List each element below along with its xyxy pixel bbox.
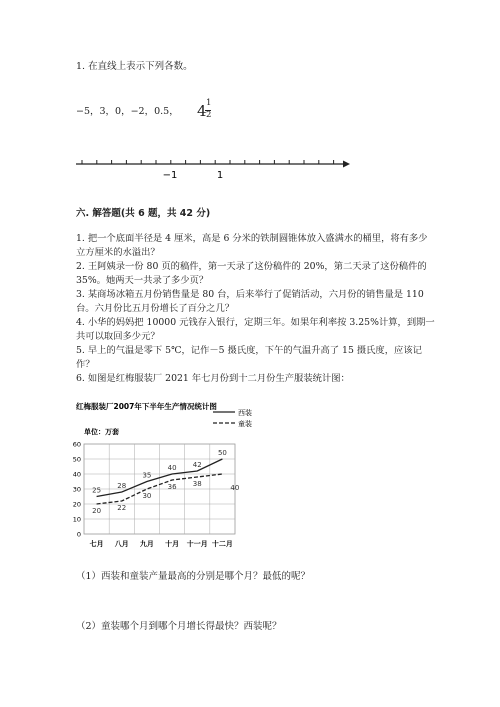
number-line [0,152,500,182]
x-tick-label: 十一月 [186,540,208,548]
data-label: 20 [92,507,102,515]
y-tick-labels [73,441,81,539]
x-tick-label: 九月 [139,540,154,548]
y-tick-label: 0 [76,530,81,539]
y-tick-label: 60 [72,440,81,449]
mixed-whole: 4 [197,102,207,120]
problem-1: 1. 把一个底面半径是 4 厘米，高是 6 分米的铁制圆锥体放入盛满水的桶里，将有多少立方厘米的水溢出？ [76,233,428,258]
axis-label-minus-one: −1 [162,170,178,181]
data-label: 50 [217,449,227,457]
q1-prompt: 1. 在直线上表示下列各数。 [76,61,193,72]
problem-5: 5. 早上的气温是零下 5℃，记作－5 摄氏度，下午的气温升高了 15 摄氏度，应该记作？ [76,345,422,370]
data-label: 25 [92,486,102,495]
subquestion-1: （1）西装和童装产量最高的分别是哪个月？最低的呢？ [76,571,311,582]
data-label: 42 [192,461,202,469]
data-label: 40 [230,484,240,492]
y-tick-label: 20 [72,500,81,509]
x-tick-label: 十月 [165,540,180,548]
data-label: 36 [167,483,177,491]
mixed-denominator: 2 [206,110,212,120]
data-label: 30 [142,492,152,500]
data-label: 28 [117,482,127,490]
problem-3: 3. 某商场冰箱五月份销售量是 80 台，后来举行了促销活动，六月份的销售量是 110 台。六月份比五月份增长了百分之几？ [76,289,424,314]
y-tick-label: 40 [72,470,81,479]
data-label: 35 [142,471,152,480]
chart-title: 红梅服装厂2007年下半年生产情况统计图 [76,402,217,411]
x-tick-label: 十二月 [211,540,233,548]
axis-label-one: 1 [216,170,224,181]
number-line-ticks [82,160,334,164]
legend-label-kids: 童装 [238,420,252,428]
problem-2: 2. 王阿姨录一份 80 页的稿件，第一天录了这份稿件的 20%，第二天录了这份稿件的 35%。她两天一共录了多少页？ [76,261,427,286]
q1-numbers: −5，3，0，−2，0.5， [76,106,179,117]
x-tick-labels [90,539,233,548]
data-label: 38 [192,480,202,488]
subquestion-2: （2）童装哪个月到哪个月增长得最快？西装呢？ [76,621,282,632]
x-tick-label: 七月 [89,540,104,548]
problem-4: 4. 小华的妈妈把 10000 元钱存入银行，定期三年。如果年利率按 3.25%计算，到期一共可以取回多少元？ [76,317,435,342]
line-chart [70,393,260,563]
section-title: 六. 解答题(共 6 题，共 42 分) [76,208,211,219]
chart-unit-label: 单位：万套 [84,428,119,436]
x-tick-label: 八月 [114,540,129,548]
data-label: 40 [167,464,177,472]
problem-6: 6. 如图是红梅服装厂 2021 年七月份到十二月份生产服装统计图： [76,373,350,384]
mixed-numerator: 1 [206,98,212,108]
y-tick-label: 30 [72,485,81,494]
arrow-head-icon [343,161,350,168]
legend-label-suit: 西装 [238,409,252,417]
y-tick-label: 50 [72,455,81,464]
y-tick-label: 10 [72,515,81,524]
chart-grid [84,444,235,534]
data-label: 22 [117,504,127,512]
